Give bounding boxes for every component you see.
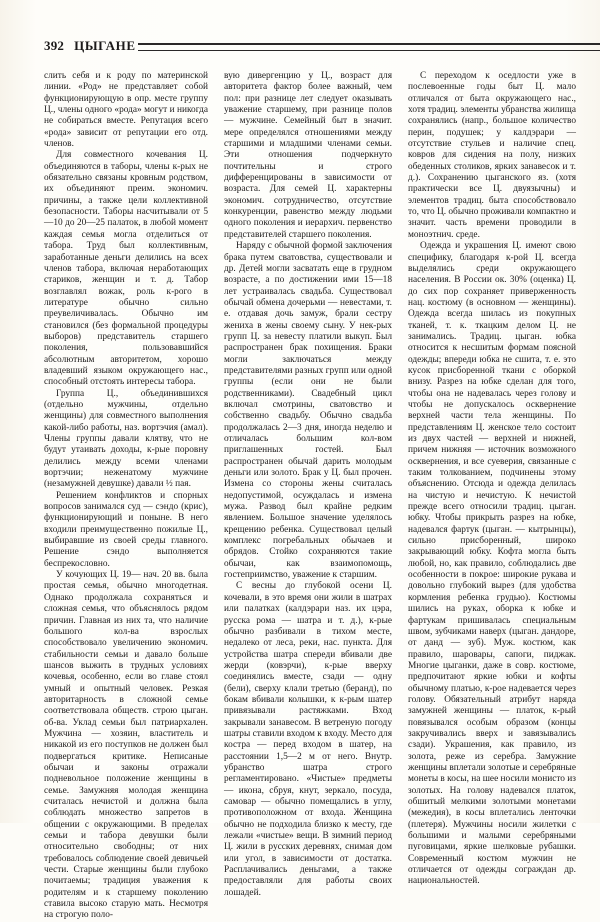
text-columns [44, 71, 576, 922]
paragraph: Для совместного кочевания Ц. объединяются в таборы, члены к-рых не обязательно связаны кровным родством, их объединяют преим. экономич. причины, а также цели коллективной безопасности. Таборы насчитывали от 5—10 до 20—25 палаток, в любой момент каждая семья могла отделиться от табора. Труд был коллективным, заработанные деньги делились на всех членов табора, включая неработающих стариков, женщин и т. д. Табор возглавлял вожак, роль к-рого в литературе обычно сильно преувеличивалась. Обычно им становился (без формальной процедуры выборов) представитель старшего поколения, пользовавшийся абсолютным авторитетом, хорошо владевший языком окружающего нас., способный отстоять интересы табора. [44, 150, 208, 388]
paragraph: вую дивергенцию у Ц., возраст для авторитета фактор более важный, чем пол: при разнице лет следует оказывать уважение старшему, при разнице полов — мужчине. Семейный быт в значит. мере определялся отношениями между старшими и младшими членами семьи. Эти отношения подчеркнуто почтительны и строго дифференцированы в зависимости от возраста. Для семей Ц. характерны экономич. сотрудничество, отсутствие конкуренции, равенство между людьми одного поколения и иерархич. первенство представителей старшего поколения. [224, 71, 392, 240]
page-number: 392 [44, 38, 65, 53]
paragraph: слить себя и к роду по материнской линии. «Род» не представляет собой функционирующую в опр. месте группу Ц., члены одного «рода» могут и никогда не собираться вместе. Репутация всего «рода» зависит от репутации его отд. членов. [44, 71, 208, 150]
column-right [408, 71, 576, 922]
paragraph: Наряду с обычной формой заключения брака путем сватовства, существовали и др. Детей могли засватать еще в грудном возрасте, а по достижении ими 15—18 лет устраивалась свадьба. Существовал обычай обмена дочерьми — невестами, т. е. отдавая дочь замуж, брали сестру жениха в жены своему сыну. У нек-рых групп Ц. за невесту платили выкуп. Был распространен брак похищения. Браки могли заключаться между представителями разных групп или одной группы (если они не были родственниками). Свадебный цикл включал смотрины, сватовство и собственно свадьбу. Обычно свадьба продолжалась 2—3 дня, иногда неделю и отличалась большим кол-вом приглашенных гостей. Был распространен обычай дарить молодым деньги или золото. Брак у Ц. был прочен. Измена со стороны жены считалась недопустимой, осуждалась и измена мужа. Развод был крайне редким явлением. Большое значение уделялось крещению ребенка. Существовал целый комплекс погребальных обычаев и обрядов. Стойко сохраняются такие обычаи, как взаимопомощь, гостеприимство, уважение к старшим. [224, 241, 392, 581]
column-left [44, 71, 208, 922]
paragraph: У кочующих Ц. 19— нач. 20 вв. была простая семья, обычно многодетная. Однако продолжала сохраняться и сложная семья, что объяснялось рядом причин. Главная из них та, что наличие большого кол-ва взрослых способствовало увеличению экономич. стабильности семьи и давало больше шансов выжить в трудных условиях кочевья, особенно, если во главе стоял умный и опытный человек. Резкая авторитарность в сложной семье соответствовала обществ. строю цыган. об-ва. Уклад семьи был патриархален. Мужчина — хозяин, властитель и никакой из его поступков не должен был подвергаться критике. Неписаные обычаи и законы отражали подневольное положение женщины в семье. Замужняя молодая женщина считалась нечистой и должна была соблюдать множество запретов в общении с окружающими. В пределах семьи и табора девушки были относительно свободны; от них требовалось соблюдение своей девичьей чести. Старые женщины были глубоко почитаемы; традиция уважения к родителям и к старшему поколению ставила высоко старую мать. Несмотря на строгую поло- [44, 570, 208, 921]
paragraph: С переходом к оседлости уже в послевоенные годы быт Ц. мало отличался от быта окружающего нас., хотя традиц. элементы убранства жилища сохранялись (напр., большое количество перин, подушек; у калдэрари — отсутствие стульев и наличие спец. ковров для сидения на полу, низких обеденных столиков, ярких занавесок и т. д.). Сохранению цыганского яз. (хотя практически все Ц. двуязычны) и элементов традиц. быта способствовало то, что Ц. обычно проживали компактно и значит. часть времени проводили в моноэтнич. среде. [408, 71, 577, 240]
column-middle [224, 71, 392, 922]
page-header [44, 38, 600, 54]
paragraph: Одежда и украшения Ц. имеют свою специфику, благодаря к-рой Ц. всегда выделялись среди окружающего населения. В России ок. 30% (оценка) Ц. до сих пор сохраняет приверженность нац. костюму (в основном — женщины). Одежда всегда шилась из покупных тканей, т. к. ткацким делом Ц. не занимались. Традиц. цыган. юбка относится к несшитым формам поясной одежды; впереди юбка не сшита, т. е. это кусок присборенной ткани с оборкой внизу. Разрез на юбке сделан для того, чтобы она не надевалась через голову и чтобы не допускалось осквернение верхней части тела женщины. По представлениям Ц. женское тело состоит из двух частей — верхней и нижней, причем нижняя — источник возможного осквернения, и все суеверия, связанные с таким толкованием, подчинены этому объяснению. Отсюда и одежда делилась на чистую и нечистую. К нечистой прежде всего относили традиц. цыган. юбку. Чтобы прикрыть разрез на юбке, надевался фартук (цыган. — кытрынцы), сильно присборенный, широко закрывающий юбку. Кофта могла быть любой, но, как правило, соблюдались две особенности в покрое: широкие рукава и довольно глубокий вырез (для удобства кормления ребенка грудью). Костюмы шились на руках, оборка к юбке и фартукам пришивалась специальным швом, зубчиками наверх (цыган. дандоре, от данд — зуб). Муж. костюм, как правило, шаровары, сапоги, пиджак. Многие цыганки, даже в совр. костюме, предпочитают яркие юбки и кофты обычному платью, к-рое надевается через голову. Обязательный атрибут наряда замужней женщины — платок, к-рый повязывался особым образом (концы закручивались вверх и завязывались сзади). Украшения, как правило, из золота, реже из серебра. Замужние женщины вплетали золотые и серебряные монеты в косы, на шее носили монисто из золотых. На голову надевался платок, обшитый мелкими золотыми монетами (межедия), в косы вплетались ленточки (плетеря). Мужчины носили жилетки с большими и малыми серебряными пуговицами, яркие шелковые рубашки. Современный костюм мужчин не отличается от одежды сограждан др. национальностей. [408, 241, 576, 887]
header-double-rule [138, 43, 600, 51]
running-title: ЦЫГАНЕ [74, 38, 136, 53]
paragraph: Группа Ц., объединившихся (отдельно мужчины, отдельно женщины) для совместного выполнения какой-либо работы, наз. вортэчия (амал). Члены группы давали клятву, что не будут утаивать доходы, к-рые поровну делились между всеми членами вортэчии; неженатому мужчине (незамужней девушке) давали ½ пая. [44, 388, 208, 490]
paragraph: С весны до глубокой осени Ц. кочевали, в это время они жили в шатрах или палатках (калдэрари наз. их цэра, русска рома — шатра и т. д.), к-рые обычно разбивали в тихом месте, недалеко от леса, реки, нас. пункта. Для устройства шатра спереди вбивали две жерди (ковэрчи), к-рые вверху соединялись вместе, сзади — одну (бели), сверху клали третью (беранд), по бокам вбивали колышки, к к-рым шатер привязывали растяжками. Вход закрывали занавесом. В ветреную погоду шатры ставили входом к входу. Место для костра — перед входом в шатер, на расстоянии 1,5—2 м от него. Внутр. убранство шатра строго регламентировано. «Чистые» предметы — икона, сбруя, кнут, зеркало, посуда, самовар — обычно помещались в углу, противоположном от входа. Женщина обычно не подходила близко к месту, где лежали «чистые» вещи. В зимний период Ц. жили в русских деревнях, снимая дом или угол, в зависимости от достатка. Расплачивались деньгами, а также предоставляли для работы своих лошадей. [224, 581, 392, 898]
paragraph: Решением конфликтов и спорных вопросов занимался суд — сэндо (крис), функционирующий и поныне. В него входили преимущественно пожилые Ц., выбиравшие из своей среды главного. Решение сэндо выполняется беспрекословно. [44, 490, 208, 569]
